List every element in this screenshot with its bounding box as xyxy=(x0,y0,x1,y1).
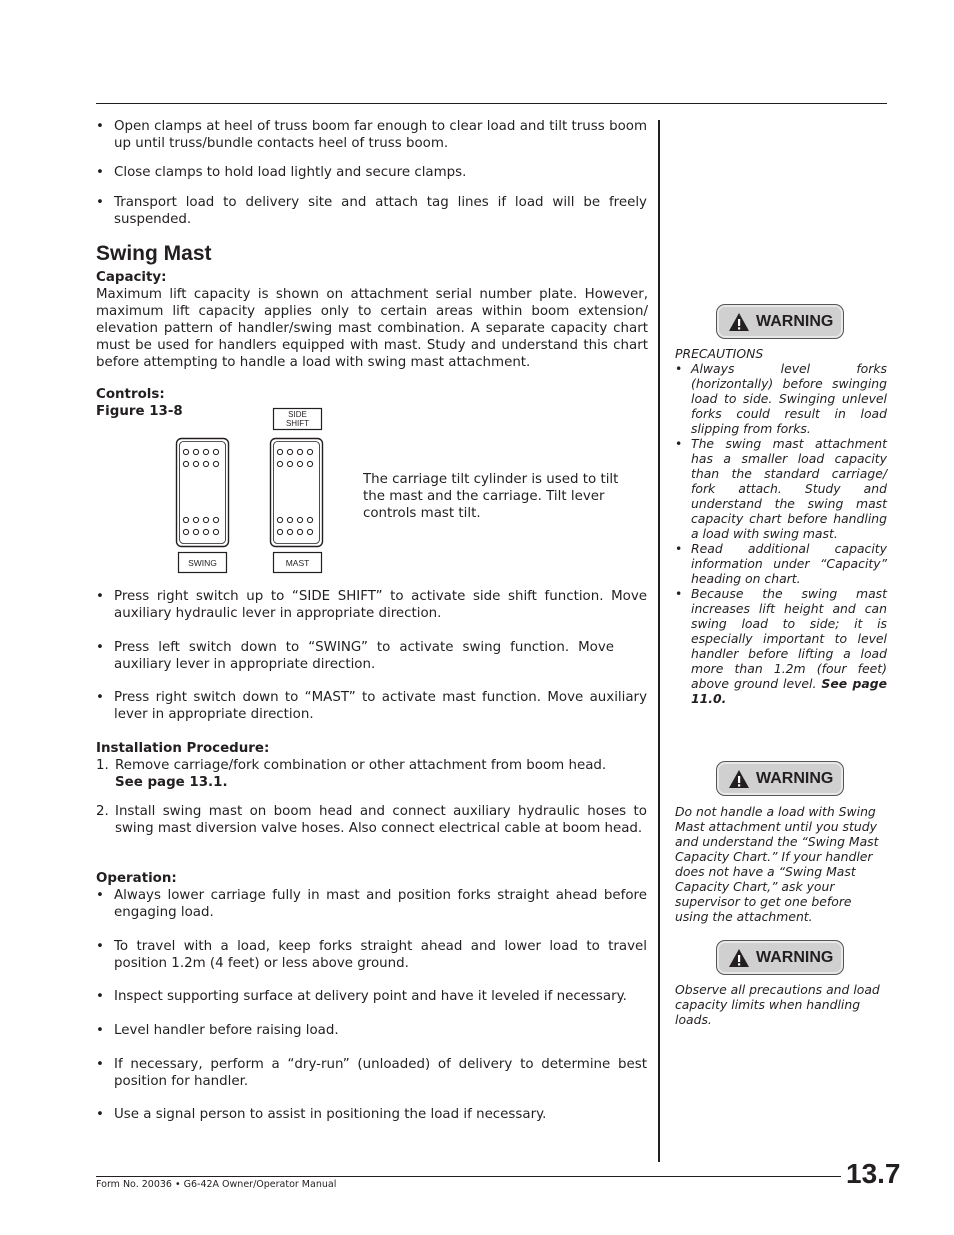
list-item: • To travel with a load, keep forks straight ahead and lower load to travel position 1.2m (4 feet) or less above ground. xyxy=(96,939,647,971)
mast-label-box xyxy=(274,553,322,573)
step-number: 2. xyxy=(96,804,109,819)
footer-form-number: Form No. 20036 • G6-42A Owner/Operator Manual xyxy=(96,1179,337,1190)
bullet-text: Press right switch up to “SIDE SHIFT” to activate side shift function. Move auxiliary hydraulic lever in appropriate direction. xyxy=(114,589,647,621)
page-number: 13.7 xyxy=(846,1158,901,1189)
precaution-text: Because the swing mast increases lift height and can swing load to side; it is especially important to level handler before lifting a load more than 1.2m (four feet) above ground level. xyxy=(691,586,887,691)
warning-triangle-icon xyxy=(728,948,750,968)
side-shift-label-line1: SIDE xyxy=(288,410,307,419)
figure-label: Figure 13-8 xyxy=(96,404,183,419)
list-item: • Press left switch down to “SWING” to activate swing function. Move auxiliary lever in appropriate direction. xyxy=(96,640,614,672)
warning-triangle-icon xyxy=(728,312,750,332)
list-item: • Press right switch up to “SIDE SHIFT” to activate side shift function. Move auxiliary hydraulic lever in appropriate direction. xyxy=(96,589,647,621)
warning-text: Do not handle a load with Swing Mast attachment until you study and understand the “Swing Mast Capacity Chart.” If your handler does not have a “Swing Mast Capacity Chart,” ask your supervisor to get one before using the attachment. xyxy=(675,804,879,924)
step-page-ref: See page 13.1. xyxy=(115,775,228,790)
warning-triangle-icon xyxy=(728,769,750,789)
list-item: • Always lower carriage fully in mast and position forks straight ahead before engaging load. xyxy=(96,888,647,920)
bullet-text: If necessary, perform a “dry-run” (unloaded) of delivery to determine best position for handler. xyxy=(114,1057,647,1089)
bullet-text: Open clamps at heel of truss boom far enough to clear load and tilt truss boom up until truss/bundle contacts heel of truss boom. xyxy=(114,119,647,151)
list-item: • Level handler before raising load. xyxy=(96,1022,648,1039)
mast-switch[interactable] xyxy=(271,439,323,547)
section-title: Swing Mast xyxy=(96,242,212,265)
side-shift-label-line2: SHIFT xyxy=(285,419,310,428)
step-text: Install swing mast on boom head and connect auxiliary hydraulic hoses to swing mast diversion valve hoses. Also connect electrical cable at boom head. xyxy=(115,804,647,836)
precautions-block xyxy=(675,346,887,706)
side-shift-label-box xyxy=(274,409,322,430)
bullet-text: Transport load to delivery site and attach tag lines if load will be freely suspended. xyxy=(114,195,647,227)
list-item: • The swing mast attachment has a smaller load capacity than the standard carriage/ fork attach. Study and understand the swing mast capacity chart before handling a load with swing mast. xyxy=(675,436,887,541)
bullet-text: Press right switch down to “MAST” to activate mast function. Move auxiliary lever in appropriate direction. xyxy=(114,690,647,722)
list-item: • Always level forks (horizontally) before swinging load to side. Swinging unlevel forks could result in load slipping from forks. xyxy=(675,361,887,436)
bullet-text: Close clamps to hold load lightly and secure clamps. xyxy=(114,165,467,180)
installation-heading: Installation Procedure: xyxy=(96,741,270,756)
list-item: • Open clamps at heel of truss boom far enough to clear load and tilt truss boom up until truss/bundle contacts heel of truss boom. xyxy=(96,119,647,151)
bullet-text: Level handler before raising load. xyxy=(114,1023,339,1038)
warning-badge xyxy=(716,940,844,975)
bullet-text: To travel with a load, keep forks straight ahead and lower load to travel position 1.2m (4 feet) or less above ground. xyxy=(114,939,647,971)
warning-label: WARNING xyxy=(756,770,834,787)
precaution-text: The swing mast attachment has a smaller load capacity than the standard carriage/ fork attach. Study and understand the swing mast capacity chart before handling a load with swing mast. xyxy=(691,436,887,541)
list-item: • Use a signal person to assist in positioning the load if necessary. xyxy=(96,1106,648,1123)
list-item: • Close clamps to hold load lightly and secure clamps. xyxy=(96,164,648,181)
precaution-page-ref: See page 11.0. xyxy=(691,676,887,706)
swing-label-box xyxy=(179,553,227,573)
bullet-text: Always lower carriage fully in mast and position forks straight ahead before engaging load. xyxy=(114,888,647,920)
header-rule xyxy=(96,103,887,104)
capacity-heading: Capacity: xyxy=(96,270,167,285)
list-item: • Transport load to delivery site and attach tag lines if load will be freely suspended. xyxy=(96,195,647,227)
precaution-text: Always level forks (horizontally) before swinging load to side. Swinging unlevel forks could result in load slipping from forks. xyxy=(691,361,887,436)
swing-switch[interactable] xyxy=(177,439,229,547)
warning-label: WARNING xyxy=(756,949,834,966)
list-item: • Inspect supporting surface at delivery point and have it leveled if necessary. xyxy=(96,988,648,1005)
bullet-text: Press left switch down to “SWING” to activate swing function. Move auxiliary lever in appropriate direction. xyxy=(114,640,614,672)
list-item: • If necessary, perform a “dry-run” (unloaded) of delivery to determine best position for handler. xyxy=(96,1057,647,1089)
figure-caption-text: The carriage tilt cylinder is used to tilt the mast and the carriage. Tilt lever controls mast tilt. xyxy=(363,472,619,521)
switch-panel-figure xyxy=(170,405,330,577)
precautions-heading: PRECAUTIONS xyxy=(675,346,764,361)
controls-heading: Controls: xyxy=(96,387,165,402)
operation-heading: Operation: xyxy=(96,871,177,886)
capacity-text: Maximum lift capacity is shown on attachment serial number plate. However, maximum lift capacity applies only to certain areas within boom extension/ elevation pattern of handler/swing mast combination. A separate capacity chart must be used for handlers equipped with mast. Study and understand this chart before attempting to handle a load with swing mast attachment. xyxy=(96,287,648,370)
column-divider xyxy=(658,120,660,1162)
list-item: • Press right switch down to “MAST” to activate mast function. Move auxiliary lever in appropriate direction. xyxy=(96,690,647,722)
warning-badge xyxy=(716,304,844,339)
mast-label: MAST xyxy=(285,558,310,568)
warning-badge xyxy=(716,761,844,796)
warning-text: Observe all precautions and load capacity limits when handling loads. xyxy=(675,982,880,1027)
step-text: Remove carriage/fork combination or other attachment from boom head. xyxy=(115,758,607,773)
warning-label: WARNING xyxy=(756,313,834,330)
step-number: 1. xyxy=(96,758,109,773)
swing-label: SWING xyxy=(188,558,217,568)
bullet-text: Inspect supporting surface at delivery point and have it leveled if necessary. xyxy=(114,989,627,1004)
list-item: • Read additional capacity information under “Capacity” heading on chart. xyxy=(675,541,887,586)
list-item: • Because the swing mast increases lift height and can swing load to side; it is especially important to level handler before lifting a load more than 1.2m (four feet) above ground level. See page 11.0. xyxy=(675,586,887,706)
bullet-text: Use a signal person to assist in positioning the load if necessary. xyxy=(114,1107,547,1122)
precaution-text: Read additional capacity information under “Capacity” heading on chart. xyxy=(691,541,887,586)
footer-rule xyxy=(96,1176,841,1177)
